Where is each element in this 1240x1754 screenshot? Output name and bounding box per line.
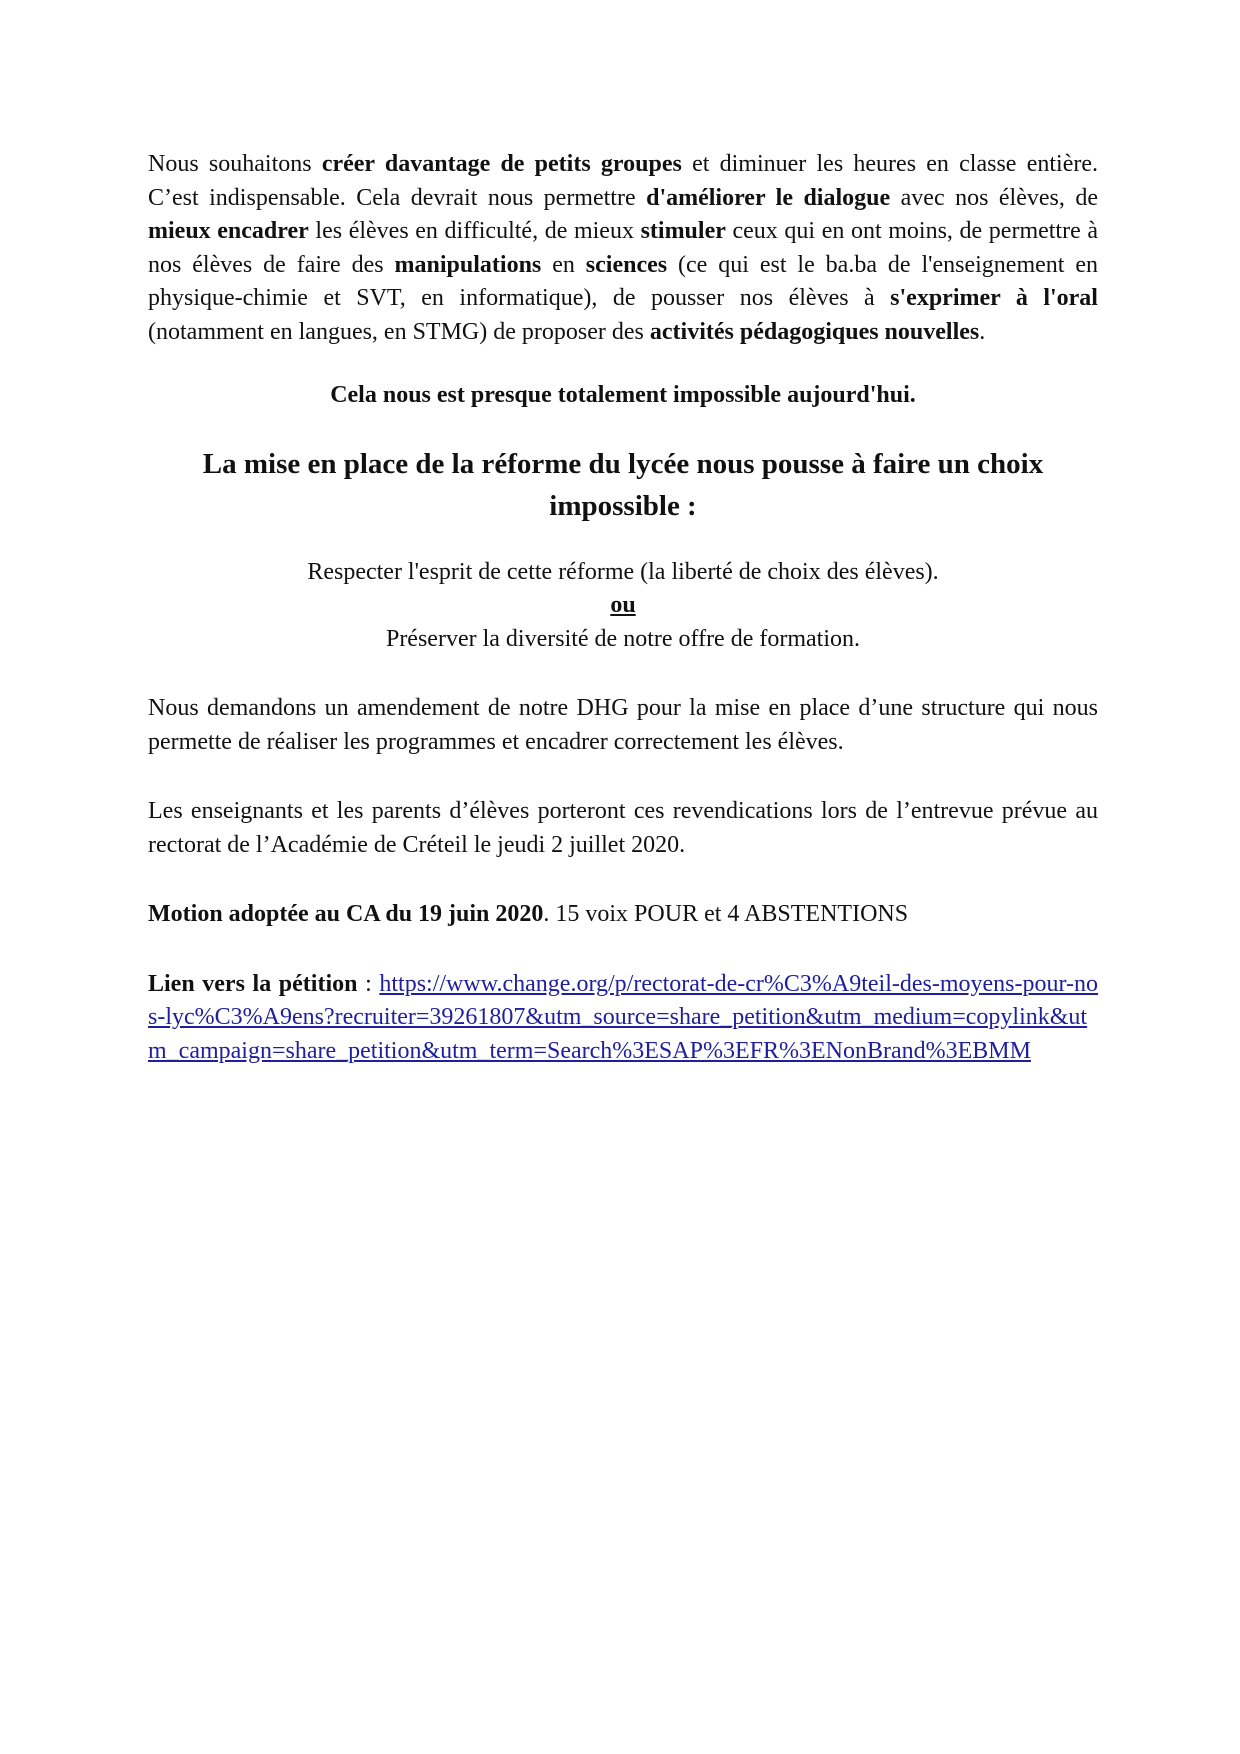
intro-bold-encadrer: mieux encadrer bbox=[148, 218, 309, 244]
petition-paragraph bbox=[148, 968, 1098, 1069]
intro-bold-sciences: sciences bbox=[585, 251, 668, 278]
intro-paragraph bbox=[148, 148, 1098, 349]
intro-text-1: Nous souhaitons bbox=[148, 151, 322, 177]
intro-bold-stimuler: stimuler bbox=[640, 218, 726, 244]
motion-bold-text: Motion adoptée au CA du 19 juin 2020 bbox=[148, 901, 544, 927]
reform-headline: La mise en place de la réforme du lycée nous pousse à faire un choix impossible : bbox=[202, 447, 1044, 522]
intro-text-5: ceux qui en ont moins, de permettre à nos élèves de faire des bbox=[148, 218, 1099, 278]
intro-text-8: (notamment en langues, en STMG) de proposer des bbox=[148, 318, 650, 345]
choice-option-respect-reform: Respecter l'esprit de cette réforme (la liberté de choix des élèves). bbox=[307, 558, 939, 585]
intro-text-4: les élèves en difficulté, de mieux bbox=[308, 218, 641, 244]
intro-text-9: . bbox=[979, 318, 986, 345]
intro-text-2: et diminuer les heures en classe entière. C’est indispensable. Cela devrait nous permettre bbox=[148, 151, 1098, 211]
page-content bbox=[148, 148, 1098, 1068]
choice-option-preserve-diversity: Préserver la diversité de notre offre de formation. bbox=[385, 625, 861, 652]
intro-bold-dialogue: d'améliorer le dialogue bbox=[646, 184, 891, 211]
petition-label: Lien vers la pétition bbox=[148, 970, 358, 997]
intro-text-3: avec nos élèves, de bbox=[890, 184, 1098, 211]
choice-or-separator: ou bbox=[610, 592, 636, 618]
petition-link[interactable]: https://www.change.org/p/rectorat-de-cr%C3%A9teil-des-moyens-pour-nos-lyc%C3%A9ens?recruiter=39261807&utm_source=share_petition&utm_medium=copylink&utm_campaign=share_petition&utm_term=Search%3ESAP%3EFR%3ENonBrand%3EBMM bbox=[148, 970, 1099, 1064]
intro-bold-oral: s'exprimer à l'oral bbox=[890, 285, 1098, 311]
choice-block bbox=[148, 556, 1098, 657]
intro-text-7: (ce qui est le ba.ba de l'enseignement en physique-chimie et SVT, en informatique), de pousser nos élèves à bbox=[148, 251, 1099, 311]
impossible-today-statement: Cela nous est presque totalement impossible aujourd'hui. bbox=[330, 382, 916, 408]
motion-vote-text: . 15 voix POUR et 4 ABSTENTIONS bbox=[543, 901, 909, 927]
teachers-parents-paragraph: Les enseignants et les parents d’élèves porteront ces revendications lors de l’entrevue prévue au rectorat de l’Académie de Créteil le jeudi 2 juillet 2020. bbox=[148, 798, 1098, 858]
intro-bold-petits-groupes: créer davantage de petits groupes bbox=[321, 151, 682, 177]
dhg-demand-paragraph: Nous demandons un amendement de notre DHG pour la mise en place d’une structure qui nous permette de réaliser les programmes et encadrer correctement les élèves. bbox=[148, 695, 1098, 755]
petition-separator: : bbox=[357, 970, 380, 997]
intro-bold-manipulations: manipulations bbox=[394, 251, 542, 278]
motion-paragraph bbox=[148, 898, 1098, 932]
intro-bold-activites: activités pédagogiques nouvelles bbox=[649, 318, 980, 345]
intro-text-6: en bbox=[541, 251, 586, 278]
